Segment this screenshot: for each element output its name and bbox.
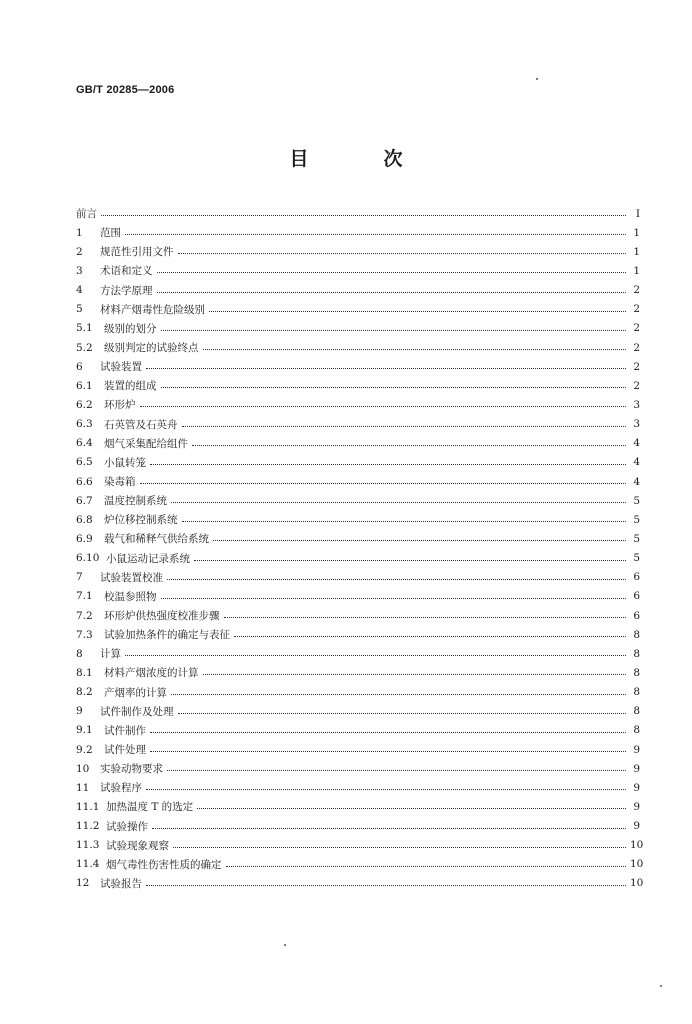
- toc-entry-label: 计算: [100, 648, 121, 661]
- dot-leader: [152, 818, 626, 829]
- toc-entry-label: 试验装置校准: [100, 571, 163, 584]
- toc-entry-label: 小鼠运动记录系统: [106, 552, 190, 565]
- toc-entry-number: 6.7: [76, 494, 93, 507]
- toc-entry-number: 5.1: [76, 322, 93, 335]
- toc-entry-label: 染毒箱: [104, 476, 136, 489]
- dot-leader: [167, 569, 626, 580]
- dot-leader: [171, 492, 626, 503]
- toc-entry-number: 11.1: [76, 800, 100, 813]
- toc-entry-number: 10: [76, 762, 90, 775]
- toc-entry-page: 5: [633, 494, 640, 507]
- toc-entry-page: 9: [633, 762, 640, 775]
- toc-entry-page: 10: [630, 858, 644, 871]
- toc-entry-label: 烟气采集配给组件: [104, 437, 188, 450]
- toc-entry-page: 9: [633, 743, 640, 756]
- toc-entry-page: 8: [633, 666, 640, 679]
- toc-entry-label: 试验报告: [100, 877, 142, 890]
- toc-entry-label: 环形炉: [104, 399, 136, 412]
- toc-entry-number: 11.3: [76, 839, 100, 852]
- toc-entry[interactable]: [76, 357, 640, 376]
- toc-entry[interactable]: [76, 644, 640, 663]
- toc-entry-page: I: [635, 207, 640, 220]
- toc-entry[interactable]: [76, 778, 640, 797]
- toc-entry-label: 加热温度 T 的选定: [106, 801, 194, 814]
- dot-leader: [167, 760, 626, 771]
- dot-leader: [192, 435, 626, 446]
- toc-entry-label: 试验现象观察: [106, 839, 169, 852]
- toc-entry-number: 7.1: [76, 590, 93, 603]
- toc-entry-page: 6: [633, 609, 640, 622]
- dot-leader: [161, 320, 627, 331]
- toc-entry-label: 方法学原理: [100, 284, 153, 297]
- toc-entry-label: 材料产烟浓度的计算: [104, 667, 199, 680]
- toc-entry[interactable]: [76, 529, 640, 548]
- dot-leader: [101, 205, 626, 216]
- toc-entry[interactable]: [76, 300, 640, 319]
- toc-entry-label: 试件制作: [104, 724, 146, 737]
- toc-entry-number: 8.2: [76, 686, 93, 699]
- toc-entry[interactable]: [76, 759, 640, 778]
- dot-leader: [161, 588, 627, 599]
- toc-title-block: [0, 144, 692, 171]
- toc-entry[interactable]: [76, 625, 640, 644]
- toc-entry-page: 8: [633, 628, 640, 641]
- toc-entry-number: 5: [76, 303, 83, 316]
- toc-entry-number: 6.10: [76, 552, 100, 565]
- scan-speck: [284, 944, 286, 946]
- toc-entry-page: 9: [633, 820, 640, 833]
- dot-leader: [157, 282, 627, 293]
- toc-entry-label: 试验操作: [106, 820, 148, 833]
- toc-entry[interactable]: [76, 510, 640, 529]
- toc-entry-number: 6.9: [76, 532, 93, 545]
- dot-leader: [194, 550, 626, 561]
- toc-entry-page: 4: [633, 456, 640, 469]
- table-of-contents: [76, 204, 644, 893]
- toc-entry-page: 1: [633, 245, 640, 258]
- dot-leader: [125, 224, 626, 235]
- toc-entry-number: 2: [76, 245, 83, 258]
- toc-entry-number: 7.3: [76, 628, 93, 641]
- toc-entry-label: 小鼠转笼: [104, 456, 146, 469]
- toc-entry-label: 环形炉供热强度校准步骤: [104, 610, 220, 623]
- toc-entry-number: 3: [76, 264, 83, 277]
- toc-entry-page: 6: [633, 571, 640, 584]
- dot-leader: [140, 396, 627, 407]
- dot-leader: [182, 511, 627, 522]
- toc-entry[interactable]: [76, 797, 640, 816]
- toc-entry-number: 4: [76, 284, 83, 297]
- toc-entry-number: 8: [76, 647, 83, 660]
- page-title: 目 次: [289, 148, 431, 170]
- toc-entry-page: 5: [633, 552, 640, 565]
- toc-entry-page: 6: [633, 590, 640, 603]
- toc-entry[interactable]: [76, 855, 644, 874]
- toc-entry-page: 9: [633, 800, 640, 813]
- toc-entry-page: 5: [633, 513, 640, 526]
- toc-entry[interactable]: [76, 261, 640, 280]
- toc-entry-label: 装置的组成: [104, 380, 157, 393]
- toc-entry-page: 2: [633, 341, 640, 354]
- dot-leader: [226, 856, 627, 867]
- toc-entry-page: 8: [633, 647, 640, 660]
- toc-entry-page: 8: [633, 686, 640, 699]
- toc-entry-page: 2: [633, 322, 640, 335]
- toc-entry-number: 7.2: [76, 609, 93, 622]
- toc-entry[interactable]: [76, 242, 640, 261]
- toc-entry[interactable]: [76, 663, 640, 682]
- toc-entry-label: 实验动物要求: [100, 763, 163, 776]
- dot-leader: [178, 703, 627, 714]
- toc-entry-label: 级别判定的试验终点: [104, 342, 199, 355]
- toc-entry[interactable]: [76, 721, 640, 740]
- toc-entry[interactable]: [76, 223, 640, 242]
- toc-entry-page: 4: [633, 437, 640, 450]
- dot-leader: [140, 473, 627, 484]
- toc-entry-label: 试验装置: [100, 361, 142, 374]
- toc-entry-number: 1: [76, 226, 83, 239]
- toc-entry[interactable]: [76, 491, 640, 510]
- toc-entry-number: 9.2: [76, 743, 93, 756]
- toc-entry-number: 9: [76, 705, 83, 718]
- dot-leader: [146, 875, 626, 886]
- toc-entry-label: 产烟率的计算: [104, 686, 167, 699]
- toc-entry-label: 校温参照物: [104, 590, 157, 603]
- toc-entry-page: 10: [630, 839, 644, 852]
- dot-leader: [173, 837, 626, 848]
- toc-entry-page: 1: [633, 226, 640, 239]
- dot-leader: [146, 358, 626, 369]
- toc-entry-label: 试件处理: [104, 744, 146, 756]
- toc-entry[interactable]: [76, 453, 640, 472]
- toc-entry-number: 11.2: [76, 820, 100, 833]
- toc-entry-page: 2: [633, 379, 640, 392]
- toc-entry[interactable]: [76, 702, 640, 721]
- toc-entry[interactable]: [76, 568, 640, 587]
- toc-entry-label: 级别的划分: [104, 322, 157, 335]
- dot-leader: [234, 626, 626, 637]
- toc-entry-number: 6.6: [76, 475, 93, 488]
- dot-leader: [146, 779, 626, 790]
- toc-entry-number: 6.3: [76, 418, 93, 431]
- dot-leader: [161, 377, 627, 388]
- dot-leader: [150, 454, 626, 465]
- toc-entry[interactable]: [76, 434, 640, 453]
- toc-entry[interactable]: [76, 549, 640, 568]
- toc-entry-page: 3: [633, 398, 640, 411]
- toc-entry-page: 2: [633, 303, 640, 316]
- toc-entry-label: 试验程序: [100, 782, 142, 795]
- dot-leader: [157, 262, 627, 273]
- toc-entry[interactable]: [76, 587, 640, 606]
- toc-entry-label: 试件制作及处理: [100, 705, 174, 718]
- toc-entry-number: 6.2: [76, 398, 93, 411]
- dot-leader: [125, 645, 626, 656]
- toc-entry-label: 规范性引用文件: [100, 246, 174, 259]
- toc-entry-label: 前言: [76, 208, 97, 221]
- toc-entry[interactable]: [76, 376, 640, 395]
- toc-entry-number: 9.1: [76, 724, 93, 737]
- toc-entry-page: 3: [633, 418, 640, 431]
- toc-entry[interactable]: [76, 817, 640, 836]
- toc-entry-number: 6.1: [76, 379, 93, 392]
- toc-entry-page: 4: [633, 475, 640, 488]
- toc-entry[interactable]: [76, 874, 644, 893]
- toc-entry[interactable]: [76, 683, 640, 702]
- toc-entry[interactable]: [76, 319, 640, 338]
- dot-leader: [178, 243, 627, 254]
- dot-leader: [197, 798, 626, 809]
- dot-leader: [224, 607, 627, 618]
- scan-speck: [660, 985, 662, 987]
- dot-leader: [150, 722, 626, 733]
- toc-entry[interactable]: [76, 281, 640, 300]
- toc-entry[interactable]: [76, 472, 640, 491]
- dot-leader: [171, 684, 626, 695]
- scan-speck: [536, 78, 538, 80]
- dot-leader: [182, 416, 627, 427]
- toc-entry-label: 炉位移控制系统: [104, 514, 178, 527]
- toc-entry-label: 石英管及石英舟: [104, 418, 178, 431]
- toc-entry-label: 温度控制系统: [104, 495, 167, 508]
- toc-entry-page: 5: [633, 532, 640, 545]
- dot-leader: [150, 741, 626, 752]
- toc-entry-number: 6: [76, 360, 83, 373]
- toc-entry-number: 8.1: [76, 666, 93, 679]
- toc-entry[interactable]: [76, 204, 640, 223]
- toc-entry[interactable]: [76, 606, 640, 625]
- toc-entry-page: 9: [633, 781, 640, 794]
- toc-entry[interactable]: [76, 740, 640, 759]
- toc-entry-page: 8: [633, 724, 640, 737]
- toc-entry-label: 术语和定义: [100, 265, 153, 278]
- toc-entry-number: 6.8: [76, 513, 93, 526]
- toc-entry[interactable]: [76, 415, 640, 434]
- dot-leader: [213, 530, 626, 541]
- toc-entry-number: 5.2: [76, 341, 93, 354]
- dot-leader: [209, 301, 626, 312]
- toc-entry[interactable]: [76, 338, 640, 357]
- dot-leader: [203, 664, 627, 675]
- toc-entry-number: 12: [76, 877, 90, 890]
- toc-entry-page: 2: [633, 360, 640, 373]
- toc-entry-label: 材料产烟毒性危险级别: [100, 303, 205, 316]
- toc-entry-label: 烟气毒性伤害性质的确定: [106, 858, 222, 871]
- toc-entry-number: 11.4: [76, 858, 100, 871]
- toc-entry-page: 10: [630, 877, 644, 890]
- toc-entry-number: 6.4: [76, 437, 93, 450]
- toc-entry-number: 7: [76, 571, 83, 584]
- toc-entry-label: 载气和稀释气供给系统: [104, 533, 209, 546]
- toc-entry[interactable]: [76, 395, 640, 414]
- toc-entry[interactable]: [76, 836, 644, 855]
- toc-entry-page: 1: [633, 264, 640, 277]
- dot-leader: [203, 339, 627, 350]
- toc-entry-number: 11: [76, 781, 90, 794]
- toc-entry-page: 2: [633, 284, 640, 297]
- toc-entry-page: 8: [633, 705, 640, 718]
- toc-entry-number: 6.5: [76, 456, 93, 469]
- toc-entry-label: 试验加热条件的确定与表征: [104, 629, 230, 642]
- toc-entry-label: 范围: [100, 227, 121, 240]
- document-code: GB/T 20285—2006: [76, 84, 175, 96]
